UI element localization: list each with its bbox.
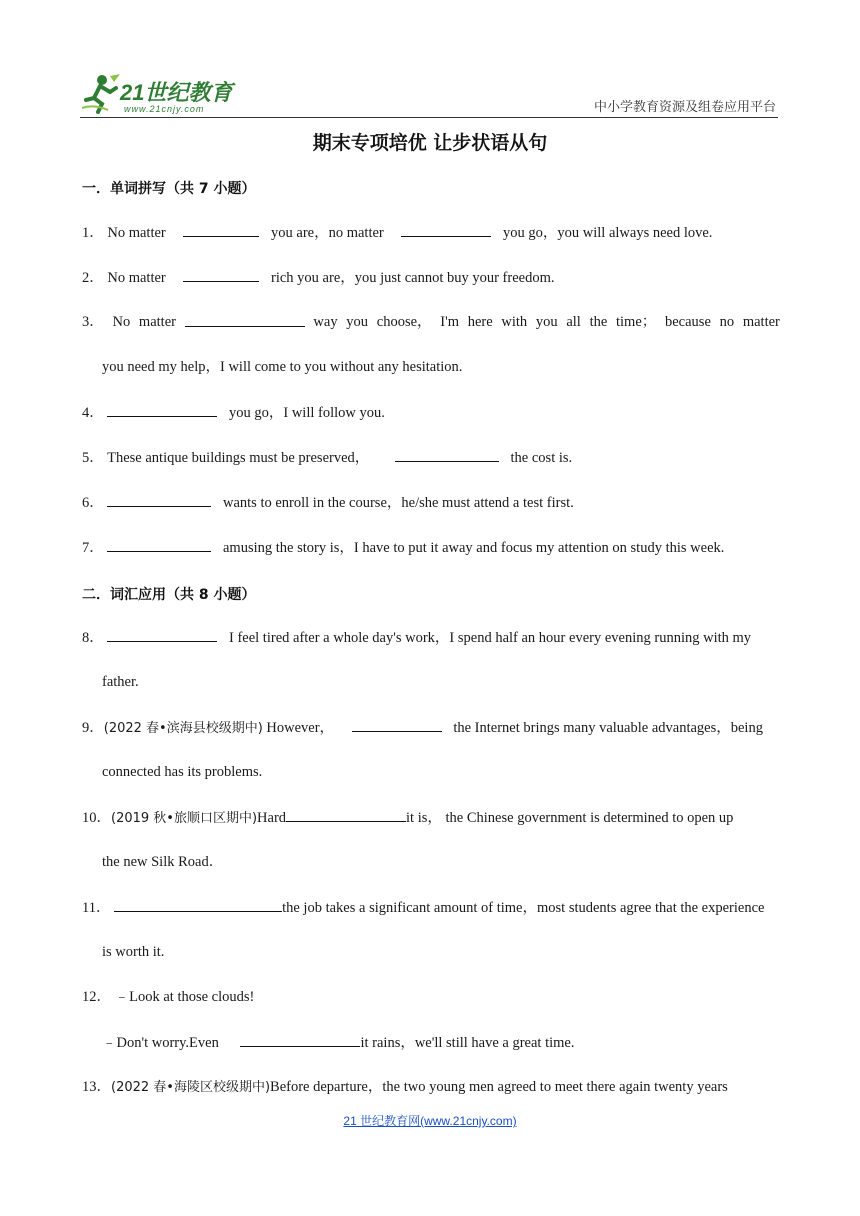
- q8-blank[interactable]: [107, 627, 217, 642]
- q4-text: you go，I will follow you.: [229, 405, 385, 421]
- q5-text-b: the cost is.: [510, 450, 573, 466]
- q2-blank[interactable]: [183, 267, 259, 282]
- page-footer: [0, 1112, 860, 1129]
- q9-source: (2022 春•滨海县校级期中): [103, 721, 263, 736]
- q12-line-a: ﹣Look at those clouds!: [114, 989, 255, 1005]
- q5-blank[interactable]: [395, 447, 499, 462]
- q6-blank[interactable]: [107, 492, 211, 507]
- q2-number: 2．: [82, 270, 104, 286]
- q12-blank[interactable]: [240, 1032, 360, 1047]
- q8-text: I feel tired after a whole day's work，I spend half an hour every evening running with my: [229, 630, 752, 646]
- q13-number: 13．: [82, 1079, 111, 1095]
- q10-number: 10．: [82, 810, 111, 826]
- q3-word: matter: [138, 314, 176, 330]
- q3-word: No: [112, 314, 131, 330]
- runner-logo-icon: [80, 70, 124, 114]
- q1-blank-1[interactable]: [183, 222, 259, 237]
- q12-text-b: ﹣Don't worry.Even: [102, 1035, 219, 1051]
- q11-text: the job takes a significant amount of time，most students agree that the experience: [282, 900, 765, 916]
- logo-url: www.21cnjy.com: [124, 104, 205, 114]
- q2-text-b: rich you are，you just cannot buy your freedom.: [271, 270, 555, 286]
- q10-source: (2019 秋•旅顺口区期中): [111, 811, 258, 826]
- q11-number: 11．: [82, 900, 111, 916]
- q3-word: you: [535, 314, 558, 330]
- q3-word: time；: [616, 314, 657, 330]
- question-7: [82, 537, 780, 558]
- q1-text-a: No matter: [107, 225, 166, 241]
- q3-number: 3．: [82, 314, 104, 330]
- q8-number: 8．: [82, 630, 104, 646]
- q1-blank-2[interactable]: [401, 222, 491, 237]
- q12-line-b: [102, 1032, 780, 1053]
- q3-word: I'm: [440, 314, 459, 330]
- q10-text-c: the Chinese government is determined to open up: [445, 810, 734, 826]
- q2-text-a: No matter: [107, 270, 166, 286]
- q3-word: all: [566, 314, 581, 330]
- q3-word: no: [719, 314, 735, 330]
- question-5: [82, 447, 780, 468]
- q9-number: 9．: [82, 720, 104, 736]
- q6-number: 6．: [82, 495, 104, 511]
- question-11: [82, 897, 780, 918]
- question-2: [82, 267, 780, 288]
- q7-text: amusing the story is，I have to put it away and focus my attention on study this week.: [223, 540, 725, 556]
- q5-number: 5．: [82, 450, 104, 466]
- q3-word: the: [589, 314, 608, 330]
- q9-continuation: connected has its problems.: [102, 764, 263, 780]
- header-divider: [80, 117, 778, 118]
- q13-text: Before departure，the two young men agreed to meet there again twenty years: [270, 1079, 728, 1095]
- q7-number: 7．: [82, 540, 104, 556]
- q12-number: 12．: [82, 989, 111, 1005]
- q3-word: because: [665, 314, 711, 330]
- q9-text-a: However，: [266, 720, 335, 736]
- q10-blank[interactable]: [286, 807, 406, 822]
- q3-word: choose，: [376, 314, 432, 330]
- document-title: 期末专项培优 让步状语从句: [312, 132, 548, 154]
- question-9: [82, 717, 780, 739]
- page-header: [80, 64, 778, 120]
- question-8: [82, 627, 780, 648]
- q1-text-c: you go，you will always need love.: [503, 225, 713, 241]
- q11-blank[interactable]: [114, 897, 282, 912]
- question-10: [82, 807, 780, 829]
- q3-continuation: you need my help，I will come to you without any hesitation.: [102, 359, 463, 375]
- q3-word: with: [501, 314, 528, 330]
- q7-blank[interactable]: [107, 537, 211, 552]
- q5-text-a: These antique buildings must be preserved，: [107, 450, 370, 466]
- question-3: [82, 312, 780, 332]
- logo: [80, 68, 260, 116]
- q4-blank[interactable]: [107, 402, 217, 417]
- q1-text-b: you are，no matter: [271, 225, 384, 241]
- question-6: [82, 492, 780, 513]
- q10-continuation: the new Silk Road．: [102, 854, 224, 870]
- q10-text-a: Hard: [257, 810, 287, 826]
- q3-word: here: [467, 314, 493, 330]
- q9-blank[interactable]: [352, 717, 442, 732]
- q8-continuation: father.: [102, 674, 139, 690]
- section-heading-1: 一．单词拼写（共 7 小题）: [82, 181, 256, 197]
- q10-text-b: it is，: [406, 810, 442, 826]
- question-12: [82, 987, 780, 1007]
- question-4: [82, 402, 780, 423]
- question-1: [82, 222, 780, 243]
- q3-word: matter: [742, 314, 780, 330]
- question-13: [82, 1077, 780, 1098]
- q11-continuation: is worth it.: [102, 944, 165, 960]
- q3-word: you: [346, 314, 369, 330]
- logo-text: 21世纪教育: [120, 80, 233, 105]
- header-platform-text: 中小学教育资源及组卷应用平台: [593, 100, 776, 115]
- q12-text-c: it rains，we'll still have a great time.: [360, 1035, 575, 1051]
- footer-link[interactable]: 21 世纪教育网(www.21cnjy.com): [343, 1114, 517, 1128]
- q13-source: (2022 春•海陵区校级期中): [111, 1080, 271, 1095]
- q6-text: wants to enroll in the course，he/she must attend a test first.: [223, 495, 574, 511]
- section-heading-2: 二．词汇应用（共 8 小题）: [82, 587, 256, 603]
- q3-blank[interactable]: [185, 312, 305, 327]
- q3-word: way: [313, 314, 338, 330]
- q9-text-b: the Internet brings many valuable advantages，being: [453, 720, 763, 736]
- q4-number: 4．: [82, 405, 104, 421]
- q1-number: 1．: [82, 225, 104, 241]
